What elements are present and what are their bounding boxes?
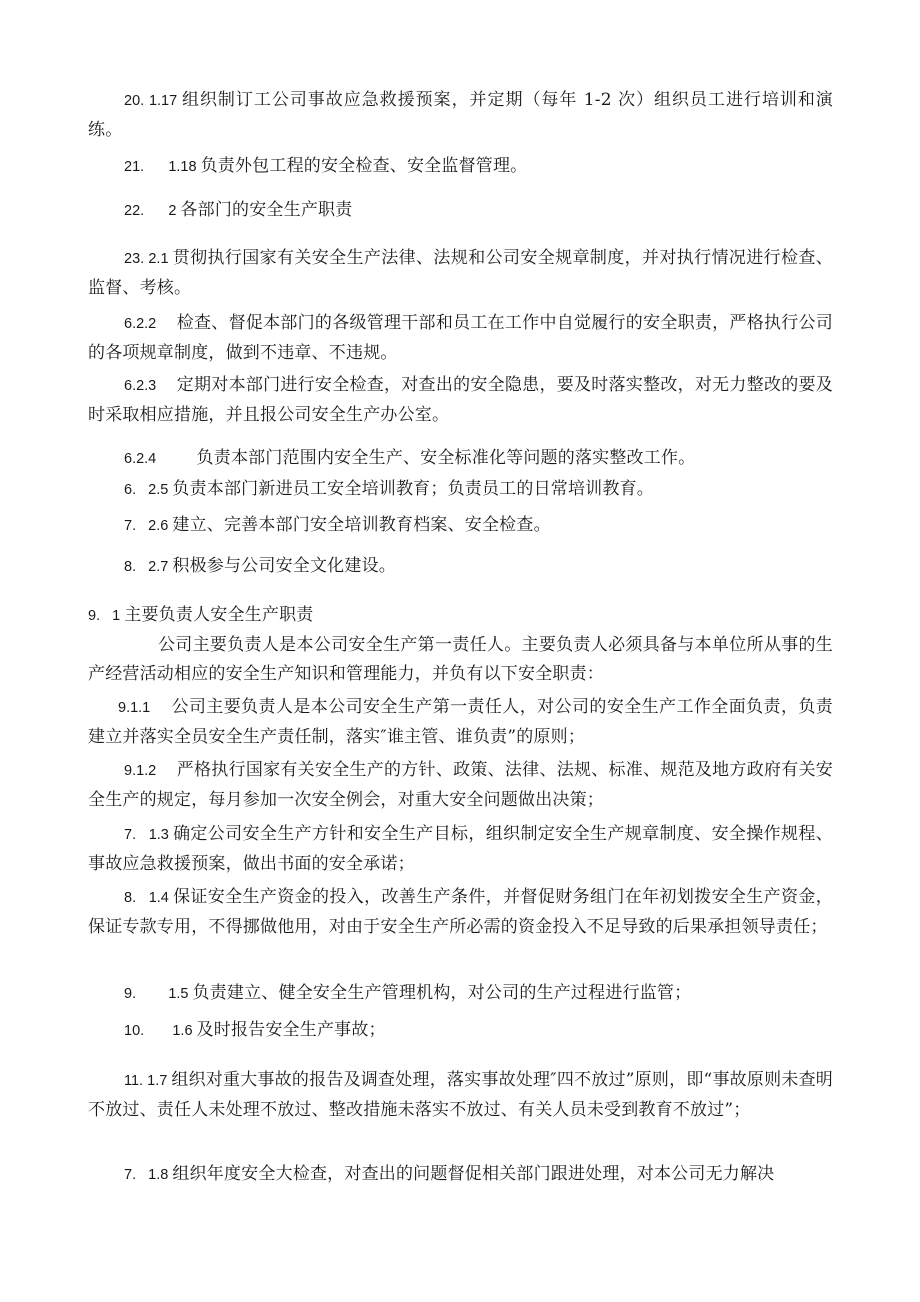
paragraph-text: 严格执行国家有关安全生产的方针、政策、法律、法规、标准、规范及地方政府有关安全生产的规定，每月参加一次安全例会，对重大安全问题做出决策； <box>88 760 833 810</box>
paragraph-text: 定期对本部门进行安全检查，对查出的安全隐患，要及时落实整改，对无力整改的要及时采取相应措施，并且报公司安全生产办公室。 <box>88 375 833 425</box>
paragraph-intro <box>88 631 833 689</box>
paragraph-number: 6.2.3 <box>124 378 177 394</box>
paragraph-number: 7. 1.3 <box>124 827 174 843</box>
paragraph-number: 10. 1.6 <box>124 1023 197 1039</box>
paragraph-text: 负责建立、健全安全生产管理机构，对公司的生产过程进行监管； <box>192 983 692 1003</box>
paragraph-6-2-4 <box>88 444 833 474</box>
paragraph-9-1-5 <box>88 979 833 1009</box>
paragraph-number: 11. 1.7 <box>124 1073 172 1089</box>
paragraph-number: 20. 1.17 <box>124 93 182 109</box>
paragraph-number: 9. 1 <box>88 608 125 624</box>
paragraph-text: 及时报告安全生产事故； <box>196 1020 386 1040</box>
paragraph-number: 9. 1.5 <box>124 986 193 1002</box>
paragraph-6-2-3 <box>88 371 833 430</box>
paragraph-text: 负责外包工程的安全检查、安全监督管理。 <box>200 156 528 176</box>
paragraph-number: 7. 2.6 <box>124 518 173 534</box>
paragraph-7-1-8 <box>88 1160 833 1190</box>
paragraph-text: 公司主要负责人是本公司安全生产第一责任人。主要负责人必须具备与本单位所从事的生产经营活动相应的安全生产知识和管理能力，并负有以下安全职责： <box>88 635 833 684</box>
paragraph-text: 负责本部门范围内安全生产、安全标准化等问题的落实整改工作。 <box>196 448 696 468</box>
paragraph-number: 21. 1.18 <box>124 159 201 175</box>
paragraph-text: 建立、完善本部门安全培训教育档案、安全检查。 <box>172 515 551 535</box>
paragraph-23 <box>88 244 833 303</box>
paragraph-10-1-6 <box>88 1016 833 1046</box>
paragraph-number: 6.2.2 <box>124 316 177 332</box>
paragraph-8-1-4 <box>88 883 833 942</box>
paragraph-6-2-2 <box>88 309 833 368</box>
paragraph-text: 检查、督促本部门的各级管理干部和员工在工作中自觉履行的安全职责，严格执行公司的各项规章制度，做到不违章、不违规。 <box>88 313 833 363</box>
paragraph-7 <box>88 511 833 541</box>
paragraph-text: 负责本部门新进员工安全培训教育；负责员工的日常培训教育。 <box>172 479 654 499</box>
paragraph-number: 22. 2 <box>124 203 181 219</box>
paragraph-text: 组织对重大事故的报告及调查处理，落实事故处理″四不放过”原则，即“事故原则未查明不放过、责任人未处理不放过、整改措施未落实不放过、有关人员未受到教育不放过”； <box>88 1070 833 1120</box>
paragraph-21 <box>88 152 833 182</box>
paragraph-20 <box>88 86 833 145</box>
paragraph-number: 23. 2.1 <box>124 251 173 267</box>
paragraph-8 <box>88 552 833 582</box>
paragraph-9-heading <box>88 601 833 631</box>
paragraph-text: 积极参与公司安全文化建设。 <box>172 556 396 576</box>
paragraph-number: 6.2.4 <box>124 451 197 467</box>
paragraph-number: 6. 2.5 <box>124 482 173 498</box>
paragraph-text: 公司主要负责人是本公司安全生产第一责任人，对公司的安全生产工作全面负责，负责建立并落实全员安全生产责任制，落实″谁主管、谁负责”的原则； <box>88 697 833 747</box>
paragraph-text: 各部门的安全生产职责 <box>180 200 353 220</box>
paragraph-22 <box>88 196 833 226</box>
paragraph-7-1-3 <box>88 820 833 879</box>
paragraph-text: 组织年度安全大检查，对查出的问题督促相关部门跟进处理，对本公司无力解决 <box>172 1164 775 1184</box>
paragraph-9-1-1 <box>88 693 833 752</box>
paragraph-9-1-2 <box>88 756 833 815</box>
paragraph-text: 主要负责人安全生产职责 <box>124 605 314 625</box>
paragraph-number: 9.1.2 <box>124 763 177 779</box>
paragraph-number: 9.1.1 <box>118 700 172 716</box>
paragraph-6 <box>88 475 833 505</box>
paragraph-text: 组织制订工公司事故应急救援预案，并定期（每年 1-2 次）组织员工进行培训和演练。 <box>88 90 833 140</box>
paragraph-text: 确定公司安全生产方针和安全生产目标，组织制定安全生产规章制度、安全操作规程、事故应急救援预案，做出书面的安全承诺； <box>88 824 833 874</box>
paragraph-number: 8. 2.7 <box>124 559 173 575</box>
paragraph-number: 8. 1.4 <box>124 890 174 906</box>
paragraph-number: 7. 1.8 <box>124 1167 173 1183</box>
paragraph-text: 贯彻执行国家有关安全生产法律、法规和公司安全规章制度，并对执行情况进行检查、监督、考核。 <box>88 248 833 298</box>
paragraph-text: 保证安全生产资金的投入，改善生产条件，并督促财务组门在年初划拨安全生产资金，保证专款专用，不得挪做他用，对由于安全生产所必需的资金投入不足导致的后果承担领导责任； <box>88 887 833 937</box>
paragraph-11-1-7 <box>88 1066 833 1125</box>
